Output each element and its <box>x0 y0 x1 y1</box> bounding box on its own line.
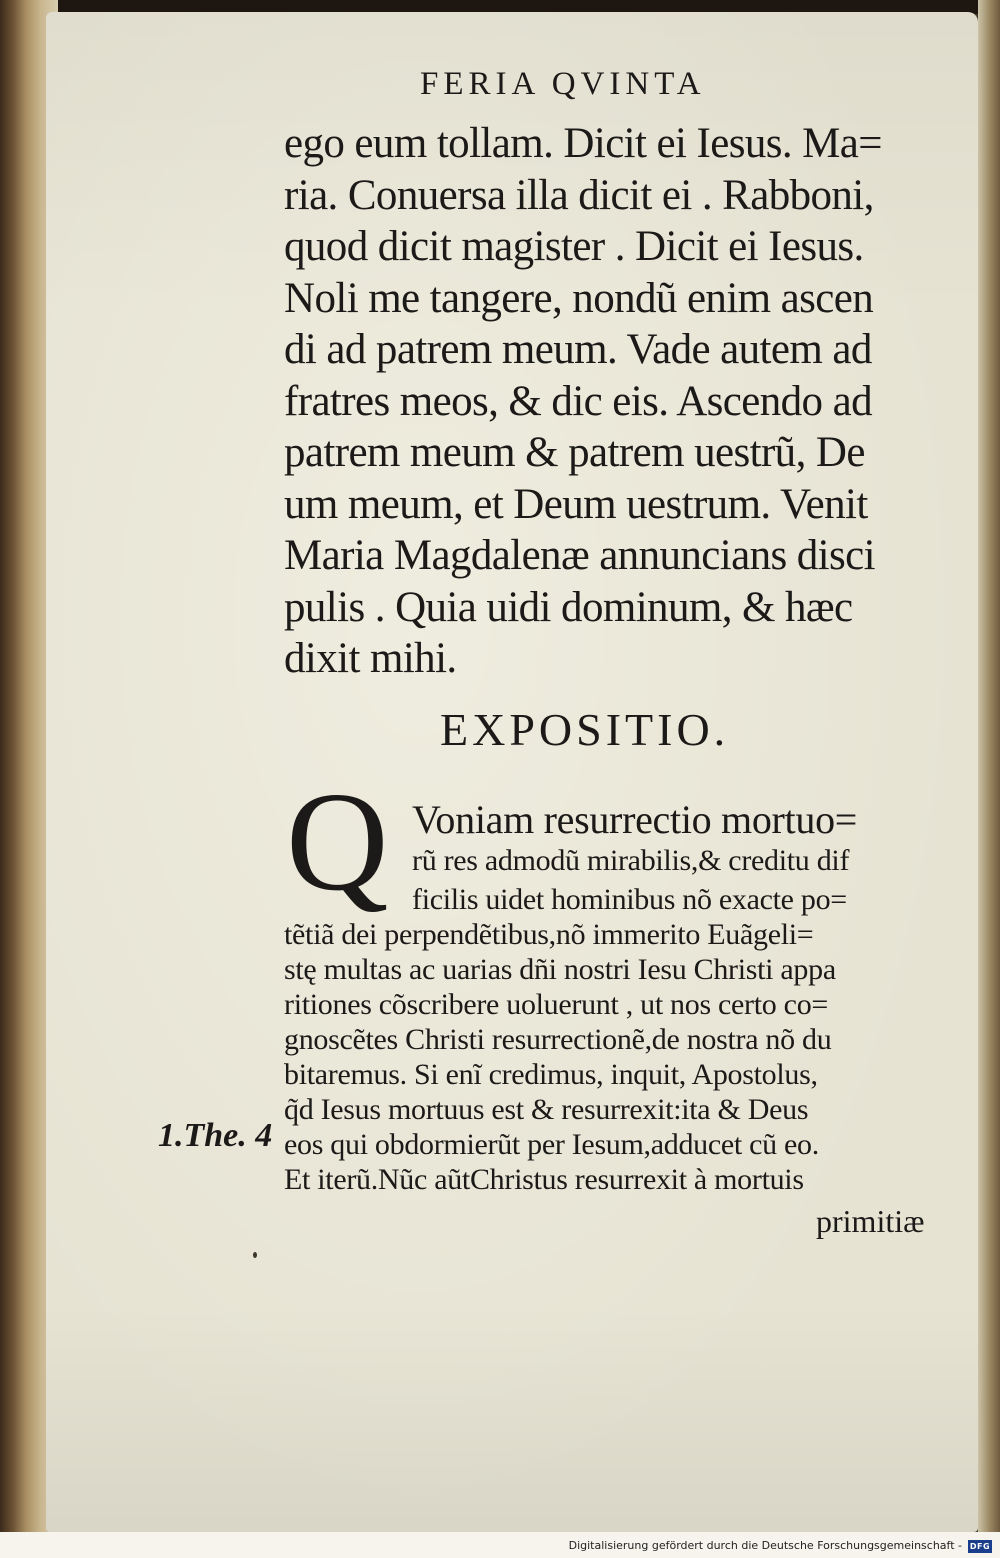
gospel-line: pulis . Quia uidi dominum, & hæc <box>284 583 853 631</box>
exposition-line: tẽtiã dei perpendẽtibus,nõ immerito Euãgeli= <box>284 918 814 951</box>
gospel-line: dixit mihi. <box>284 635 457 682</box>
exposition-line: Et iterũ.Nũc aũtChristus resurrexit à mortuis <box>284 1163 804 1196</box>
exposition-line: eos qui obdormierũt per Iesum,adducet cũ eo. <box>284 1128 819 1161</box>
exposition-line: rũ res admodũ mirabilis,& creditu dif <box>412 844 850 877</box>
gospel-line: Noli me tangere, nondũ enim ascen <box>284 274 874 322</box>
paper-speck <box>253 1252 257 1258</box>
footer-bar <box>0 1532 1000 1558</box>
book-right-edge <box>978 0 1000 1558</box>
exposition-line: ficilis uidet hominibus nõ exacte po= <box>412 883 847 916</box>
exposition-line: Voniam resurrectio mortuo= <box>412 797 858 842</box>
gospel-line: Maria Magdalenæ annuncians disci <box>284 532 875 579</box>
marginal-note: 1.The. 4 <box>158 1117 273 1154</box>
gospel-text-block <box>284 118 944 685</box>
gospel-line: fratres meos, & dic eis. Ascendo ad <box>284 377 872 425</box>
dfg-logo-icon: DFG <box>969 1542 991 1551</box>
gospel-line: um meum, et Deum uestrum. Venit <box>284 480 868 528</box>
drop-cap-initial: Q <box>286 762 389 920</box>
gospel-line: ria. Conuersa illa dicit ei . Rabboni, <box>284 171 874 219</box>
exposition-line: ritiones cõscribere uoluerunt , ut nos certo co= <box>284 988 829 1021</box>
gospel-line: quod dicit magister . Dicit ei Iesus. <box>284 223 864 270</box>
exposition-line: q̃d Iesus mortuus est & resurrexit:ita & Deus <box>284 1093 809 1126</box>
gospel-line: patrem meum & patrem uestrũ, De <box>284 429 865 476</box>
section-heading: EXPOSITIO. <box>440 704 730 755</box>
exposition-line: stę multas ac uarias dñi nostri Iesu Christi appa <box>284 953 836 986</box>
running-head: FERIA QVINTA <box>420 66 706 102</box>
footer-credit: Digitalisierung gefördert durch die Deutsche Forschungsgemeinschaft - <box>568 1539 962 1552</box>
exposition-line: gnoscẽtes Christi resurrectionẽ,de nostra nõ du <box>284 1023 832 1056</box>
exposition-line: bitaremus. Si enĩ credimus, inquit, Apostolus, <box>284 1058 818 1091</box>
gospel-line: di ad patrem meum. Vade autem ad <box>284 326 872 373</box>
gospel-line: ego eum tollam. Dicit ei Iesus. Ma= <box>284 120 882 167</box>
catchword: primitiæ <box>816 1203 925 1239</box>
